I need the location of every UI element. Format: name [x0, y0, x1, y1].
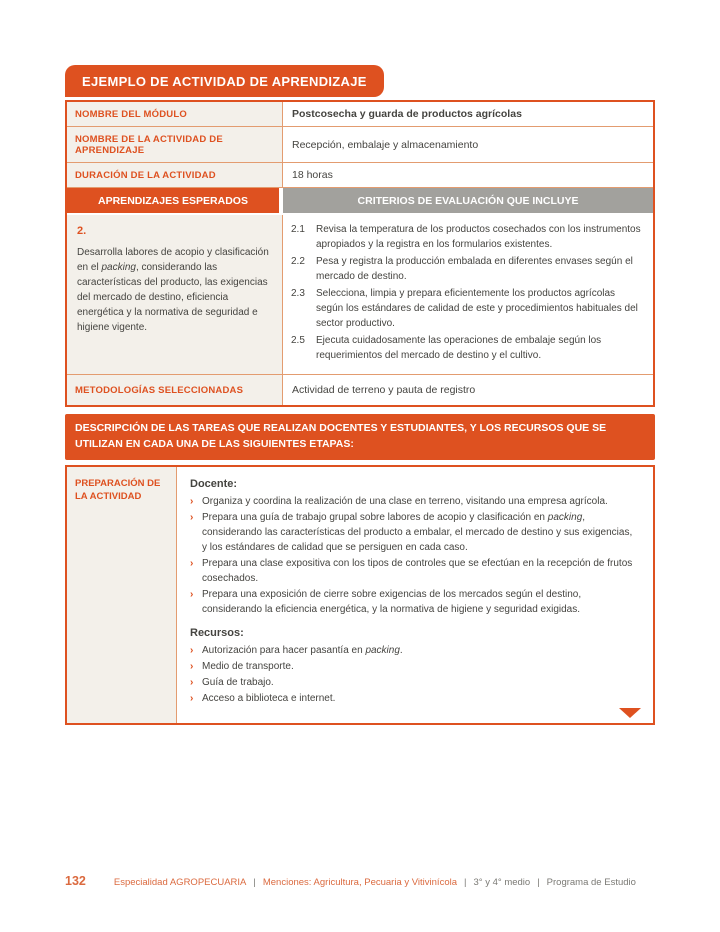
criteria-number: 2.2: [291, 256, 305, 267]
preparation-content: [177, 467, 653, 723]
criteria-item: [291, 333, 645, 363]
list-item-text: Organiza y coordina la realización de una clase en terreno, visitando una empresa agrícola.: [202, 495, 608, 507]
list-item-text: Prepara una guía de trabajo grupal sobre labores de acopio y clasificación en packing, considerando las características del producto a embalar, el mercado de destino y sus exigencias, y los estándares de calidad que se persiguen en cada caso.: [202, 511, 633, 553]
list-item: [190, 691, 639, 706]
row-label-duracion: DURACIÓN DE LA ACTIVIDAD: [67, 163, 283, 187]
page-number: 132: [65, 874, 86, 888]
description-banner: DESCRIPCIÓN DE LAS TAREAS QUE REALIZAN DOCENTES Y ESTUDIANTES, Y LOS RECURSOS QUE SE UTILIZAN EN CADA UNA DE LAS SIGUIENTES ETAPAS:: [65, 414, 655, 460]
criteria-item: [291, 222, 645, 252]
footer: [65, 874, 665, 888]
footer-mentions: Menciones: Agricultura, Pecuaria y Vitivinícola: [262, 877, 458, 888]
page-title: EJEMPLO DE ACTIVIDAD DE APRENDIZAJE: [65, 65, 384, 97]
bullet-icon: ›: [190, 557, 194, 569]
recursos-heading: Recursos:: [190, 626, 244, 639]
document-page: [65, 65, 655, 725]
table-row: [67, 162, 653, 187]
docente-heading: Docente:: [190, 477, 238, 490]
header-aprendizajes: APRENDIZAJES ESPERADOS: [67, 188, 283, 215]
list-item-text: Medio de transporte.: [202, 660, 294, 672]
list-item: [190, 510, 639, 555]
row-value-actividad: Recepción, embalaje y almacenamiento: [292, 138, 479, 151]
header-criterios: CRITERIOS DE EVALUACIÓN QUE INCLUYE: [283, 188, 653, 215]
list-item: [190, 675, 639, 690]
criteria-item: [291, 286, 645, 331]
footer-separator: |: [464, 877, 467, 888]
bullet-icon: ›: [190, 511, 194, 523]
list-item-text: Acceso a biblioteca e internet.: [202, 692, 336, 704]
objective-number: 2.: [77, 225, 87, 237]
criteria-text: Selecciona, limpia y prepara eficientemente los productos agrícolas según los estándares de calidad de este y procedimientos habituales del sector productivo.: [316, 288, 638, 329]
list-item: [190, 556, 639, 586]
activity-info-table: [65, 100, 655, 407]
preparation-table: [65, 465, 655, 725]
bullet-icon: ›: [190, 692, 194, 704]
criteria-list: [283, 215, 653, 374]
list-item-text: Autorización para hacer pasantía en packing.: [202, 644, 403, 656]
bullet-icon: ›: [190, 588, 194, 600]
methodology-value: Actividad de terreno y pauta de registro: [292, 384, 476, 396]
list-item: [190, 494, 639, 509]
list-item-text: Prepara una exposición de cierre sobre exigencias de los mercados según el destino, considerando la eficiencia energética, y la normativa de higiene y seguridad exigidas.: [202, 588, 582, 615]
footer-specialty: Especialidad AGROPECUARIA: [113, 877, 247, 888]
list-item-text: Guía de trabajo.: [202, 676, 274, 688]
bullet-icon: ›: [190, 644, 194, 656]
row-label-actividad: NOMBRE DE LA ACTIVIDAD DE APRENDIZAJE: [67, 127, 283, 162]
continuation-arrow-icon: [619, 708, 641, 718]
methodology-row: [67, 374, 653, 405]
table-row: [67, 102, 653, 126]
criteria-text: Ejecuta cuidadosamente las operaciones de embalaje según los requerimientos del mercado de destino y el cultivo.: [316, 335, 602, 361]
list-item: [190, 659, 639, 674]
objective-cell: [67, 215, 283, 374]
row-value-modulo: Postcosecha y guarda de productos agrícolas: [292, 108, 522, 120]
criteria-number: 2.5: [291, 335, 305, 346]
preparation-stage-label: PREPARACIÓN DE LA ACTIVIDAD: [67, 467, 177, 723]
list-item-text: Prepara una clase expositiva con los tipos de controles que se efectúan en la recepción de frutos cosechados.: [202, 557, 633, 584]
criteria-number: 2.3: [291, 288, 305, 299]
footer-separator: |: [537, 877, 540, 888]
methodology-label: METODOLOGÍAS SELECCIONADAS: [67, 375, 283, 405]
row-value-duracion: 18 horas: [292, 169, 333, 181]
criteria-item: [291, 254, 645, 284]
criteria-number: 2.1: [291, 224, 305, 235]
objective-text: Desarrolla labores de acopio y clasificación en el packing, considerando las características del producto, las exigencias del mercado de destino, eficiencia energética y la normativa de seguridad e higiene vigente.: [77, 246, 269, 333]
row-label-modulo: NOMBRE DEL MÓDULO: [67, 102, 283, 126]
list-item: [190, 587, 639, 617]
bullet-icon: ›: [190, 676, 194, 688]
list-item: [190, 643, 639, 658]
learning-header-row: [67, 187, 653, 215]
learning-body-row: [67, 215, 653, 374]
bullet-icon: ›: [190, 660, 194, 672]
footer-program: Programa de Estudio: [546, 877, 636, 888]
footer-grade: 3° y 4° medio: [473, 877, 531, 888]
footer-separator: |: [253, 877, 256, 888]
criteria-text: Pesa y registra la producción embalada en diferentes envases según el mercado de destino.: [316, 256, 633, 282]
criteria-text: Revisa la temperatura de los productos cosechados con los instrumentos apropiados y la registra en los formularios existentes.: [316, 224, 641, 250]
bullet-icon: ›: [190, 495, 194, 507]
table-row: [67, 126, 653, 162]
